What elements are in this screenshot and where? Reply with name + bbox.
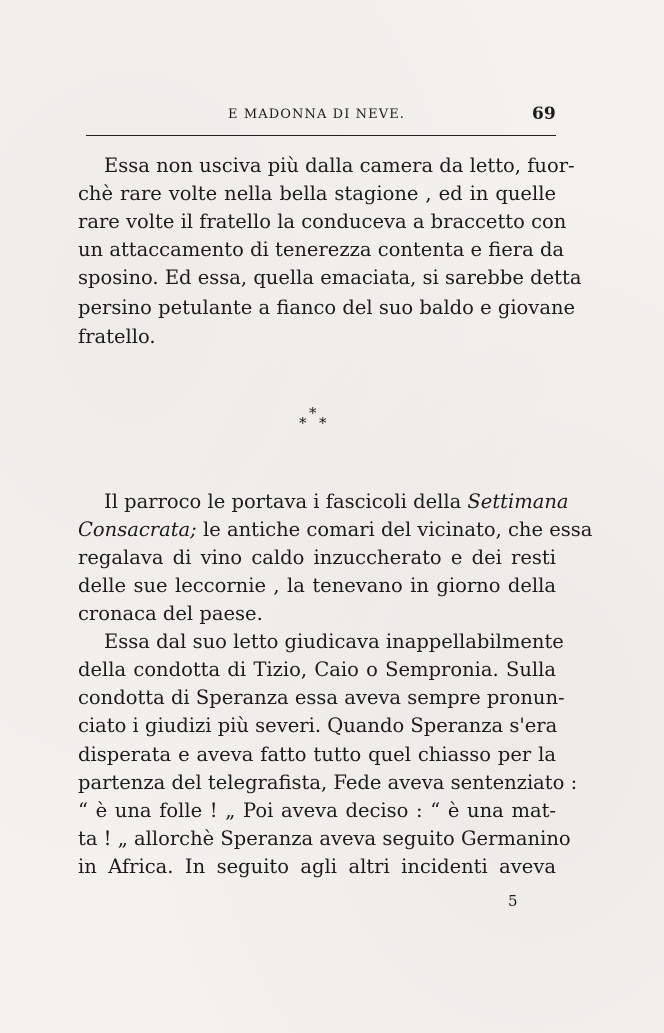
header-rule xyxy=(86,135,556,136)
paragraph-3-line-9: in Africa. In seguito agli altri incidenti aveva xyxy=(78,855,556,878)
journal-title-part-2: Consacrata; xyxy=(78,518,197,541)
paragraph-1-line-6: persino petulante a fianco del suo baldo e giovane xyxy=(78,296,576,319)
paragraph-2-line-1-text: Il parroco le portava i fascicoli della xyxy=(104,490,462,513)
paragraph-3-line-5: disperata e aveva fatto tutto quel chiasso per la xyxy=(78,743,556,766)
signature-mark: 5 xyxy=(508,892,518,910)
asterism-star-left: * xyxy=(299,414,307,432)
paragraph-2-line-2-text: le antiche comari del vicinato, che essa xyxy=(202,518,593,541)
paragraph-3-line-7: “ è una folle ! „ Poi aveva deciso : “ è una mat- xyxy=(78,799,556,822)
paragraph-1-line-7: fratello. xyxy=(78,325,156,348)
paragraph-1-line-2: chè rare volte nella bella stagione , ed in quelle xyxy=(78,182,556,205)
paragraph-3-line-8: ta ! „ allorchè Speranza aveva seguito Germanino xyxy=(78,827,571,850)
paragraph-2-line-1 xyxy=(104,490,569,514)
section-break-asterism xyxy=(296,404,336,432)
paragraph-3-line-3: condotta di Speranza essa aveva sempre pronun- xyxy=(78,686,565,709)
paragraph-3-line-6: partenza del telegrafista, Fede aveva sentenziato : xyxy=(78,771,578,794)
paragraph-2-line-2 xyxy=(78,518,593,542)
journal-title-part-1: Settimana xyxy=(467,490,569,513)
running-title: E MADONNA DI NEVE. xyxy=(228,107,406,122)
paragraph-3-line-2: della condotta di Tizio, Caio o Sempronia. Sulla xyxy=(78,658,556,681)
paragraph-2-line-3: regalava di vino caldo inzuccherato e dei resti xyxy=(78,546,556,569)
paragraph-3-line-4: ciato i giudizi più severi. Quando Speranza s'era xyxy=(78,714,558,737)
paragraph-1-line-1: Essa non usciva più dalla camera da letto, fuor- xyxy=(104,154,575,177)
page-number: 69 xyxy=(532,104,556,124)
running-head xyxy=(0,104,664,128)
asterism-star-right: * xyxy=(319,414,327,432)
asterism-star-top: * xyxy=(309,404,317,422)
paragraph-1-line-4: un attaccamento di tenerezza contenta e fiera da xyxy=(78,238,565,261)
paragraph-2-line-4: delle sue leccornie , la tenevano in giorno della xyxy=(78,574,556,597)
paragraph-1-line-3: rare volte il fratello la conduceva a braccetto con xyxy=(78,210,567,233)
paragraph-1-line-5: sposino. Ed essa, quella emaciata, si sarebbe detta xyxy=(78,266,582,289)
paragraph-2-line-5: cronaca del paese. xyxy=(78,602,263,625)
paragraph-3-line-1: Essa dal suo letto giudicava inappellabilmente xyxy=(104,630,564,653)
